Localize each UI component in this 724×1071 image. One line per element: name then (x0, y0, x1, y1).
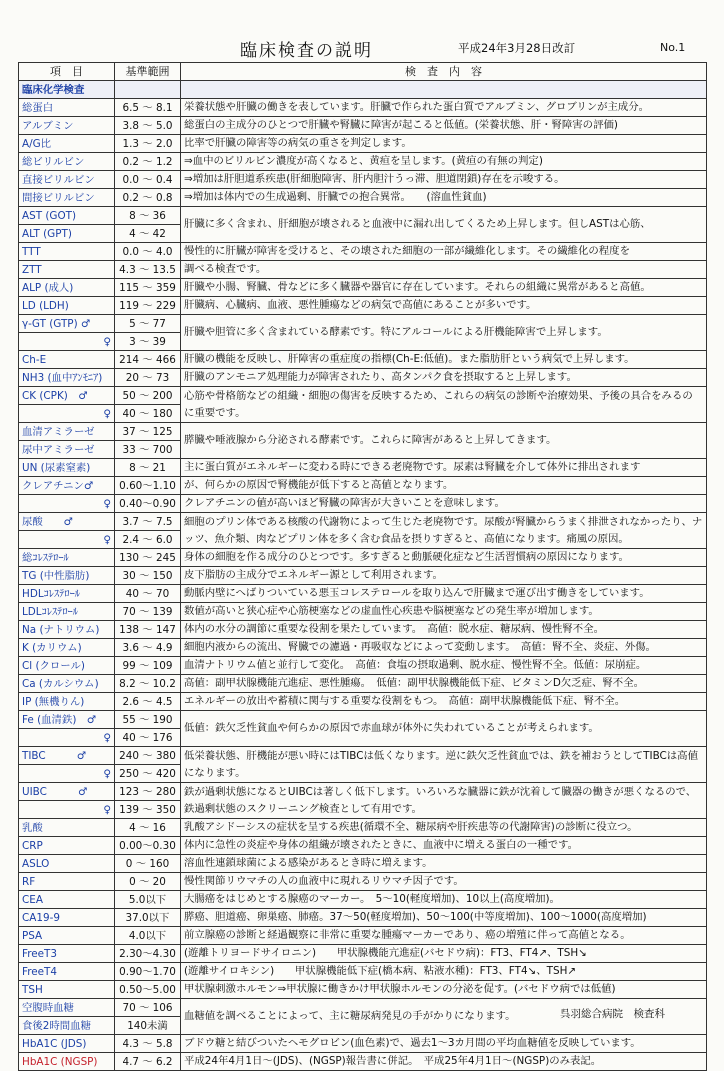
reference-range: 0.0 ～ 0.4 (115, 171, 181, 189)
table-row (19, 279, 707, 297)
test-description: 血糖値を調べることによって、主に糖尿病発見の手がかりになります。 (181, 999, 707, 1035)
reference-range: 55 ～ 190 (115, 711, 181, 729)
test-item: PSA (19, 927, 115, 945)
test-description: 肝臓の機能を反映し、肝障害の重症度の指標(Ch-E:低値)。また脂肪肝という病気で上昇します。 (181, 351, 707, 369)
test-item: 総蛋白 (19, 99, 115, 117)
table-row (19, 315, 707, 333)
table-row (19, 567, 707, 585)
test-description: 細胞内液からの流出、腎臓での濾過・再吸収などによって変動します。 高値：腎不全、炎症、外傷。 (181, 639, 707, 657)
table-row (19, 657, 707, 675)
test-description: 血清ナトリウム値と並行して変化。 高値：食塩の摂取過剰、脱水症、慢性腎不全。低値：尿崩症。 (181, 657, 707, 675)
test-description: 肝臓のアンモニア処理能力が障害されたり、高タンパク食を摂取すると上昇します。 (181, 369, 707, 387)
test-item: クレアチニン♂ (19, 477, 115, 495)
test-item: 尿酸 ♂ (19, 513, 115, 531)
test-item: TSH (19, 981, 115, 999)
table-row (19, 711, 707, 729)
reference-range: 4.7 ～ 6.2 (115, 1053, 181, 1071)
table-row (19, 891, 707, 909)
section-title: 臨床化学検査 (19, 81, 115, 99)
revision-date: 平成24年3月28日改訂 (458, 41, 576, 55)
table-row (19, 747, 707, 765)
test-item: Fe (血清鉄) ♂ (19, 711, 115, 729)
page-title: 臨床検査の説明 (240, 41, 373, 61)
test-item: Cl (クロール) (19, 657, 115, 675)
test-description: ブドウ糖と結びついたヘモグロビン(血色素)で、過去1～3カ月間の平均血糖値を反映しています。 (181, 1035, 707, 1053)
test-item: 食後2時間血糖 (19, 1017, 115, 1035)
table-row (19, 585, 707, 603)
reference-range: 1.3 ～ 2.0 (115, 135, 181, 153)
test-item: FreeT4 (19, 963, 115, 981)
test-description: ⇒血中のビリルビン濃度が高くなると、黄疸を呈します。(黄疸の有無の判定) (181, 153, 707, 171)
test-description: 皮下脂肪の主成分でエネルギー源として利用されます。 (181, 567, 707, 585)
test-item: CA19-9 (19, 909, 115, 927)
reference-range: 0.2 ～ 1.2 (115, 153, 181, 171)
test-description: 高値：副甲状腺機能亢進症、悪性腫瘍。 低値：副甲状腺機能低下症、ビタミンD欠乏症、腎不全。 (181, 675, 707, 693)
test-description: 調べる検査です。 (181, 261, 707, 279)
reference-range: 0 ～ 160 (115, 855, 181, 873)
test-item: γ-GT (GTP) ♂ (19, 315, 115, 333)
test-description: 身体の細胞を作る成分のひとつです。多すぎると動脈硬化症など生活習慣病の原因になります。 (181, 549, 707, 567)
reference-range: 6.5 ～ 8.1 (115, 99, 181, 117)
reference-range: 40 ～ 70 (115, 585, 181, 603)
test-item: RF (19, 873, 115, 891)
table-row (19, 297, 707, 315)
reference-range: 0.60～1.10 (115, 477, 181, 495)
table-row (19, 1053, 707, 1071)
table-row (19, 945, 707, 963)
test-description: 肝臓病、心臓病、血液、悪性腫瘍などの病気で高値にあることが多いです。 (181, 297, 707, 315)
table-row (19, 693, 707, 711)
table-row (19, 513, 707, 531)
reference-range: 123 ～ 280 (115, 783, 181, 801)
test-description: 細胞のプリン体である核酸の代謝物によって生じた老廃物です。尿酸が腎臓からうまく排泄されなかったり、ナッツ、魚介類、肉などプリン体を多く含む食品を摂りすぎると、高値になります。痛風の原因。 (181, 513, 707, 549)
footer-hospital: 呉羽総合病院 検査科 (560, 1008, 665, 1020)
test-item: 尿中アミラーゼ (19, 441, 115, 459)
test-item: ASLO (19, 855, 115, 873)
reference-range: 139 ～ 350 (115, 801, 181, 819)
test-item: UN (尿素窒素) (19, 459, 115, 477)
test-item: TIBC ♂ (19, 747, 115, 765)
table-row (19, 549, 707, 567)
test-description: 平成24年4月1日～(JDS)、(NGSP)報告書に併記。 平成25年4月1日～(NGSP)のみ表記。 (181, 1053, 707, 1071)
test-description: 甲状腺刺激ホルモン⇒甲状腺に働きかけ甲状腺ホルモンの分泌を促す。(バセドウ病では低値) (181, 981, 707, 999)
test-item: HbA1C (JDS) (19, 1035, 115, 1053)
reference-range: 119 ～ 229 (115, 297, 181, 315)
test-description: 栄養状態や肝臓の働きを表しています。肝臓で作られた蛋白質でアルブミン、グロブリンが主成分。 (181, 99, 707, 117)
table-row (19, 477, 707, 495)
test-item: ALP (成人) (19, 279, 115, 297)
test-item: HbA1C (NGSP) (19, 1053, 115, 1071)
test-item: IP (無機りん) (19, 693, 115, 711)
test-item: UIBC ♂ (19, 783, 115, 801)
test-item: K (カリウム) (19, 639, 115, 657)
table-row (19, 909, 707, 927)
test-item: ♀ (19, 801, 115, 819)
test-item: 直接ビリルビン (19, 171, 115, 189)
test-item: A/G比 (19, 135, 115, 153)
test-item: CK (CPK) ♂ (19, 387, 115, 405)
test-description: 動脈内壁にへばりついている悪玉コレステロールを取り込んで肝臓まで運び出す働きをしています。 (181, 585, 707, 603)
table-body (19, 81, 707, 1071)
reference-range: 138 ～ 147 (115, 621, 181, 639)
table-row (19, 981, 707, 999)
table-row (19, 621, 707, 639)
test-description: 鉄が過剰状態になるとUIBCは著しく低下します。いろいろな臓器に鉄が沈着して臓器の働きが悪くなるので、鉄過剰状態のスクリーニング検査として有用です。 (181, 783, 707, 819)
test-description: 溶血性連鎖球菌による感染があるとき時に増えます。 (181, 855, 707, 873)
column-header-desc: 検 査 内 容 (181, 63, 707, 81)
test-item: 総ｺﾚｽﾃﾛｰﾙ (19, 549, 115, 567)
reference-range: 0.50～5.00 (115, 981, 181, 999)
reference-range: 2.30～4.30 (115, 945, 181, 963)
reference-range: 5.0以下 (115, 891, 181, 909)
table-row (19, 639, 707, 657)
table-row (19, 963, 707, 981)
test-description: 前立腺癌の診断と経過観察に非常に重要な腫瘍マーカーであり、癌の増殖に伴って高値となる。 (181, 927, 707, 945)
table-row (19, 603, 707, 621)
table-row (19, 351, 707, 369)
column-header-item: 項 目 (19, 63, 115, 81)
reference-range: 37.0以下 (115, 909, 181, 927)
test-item: AST (GOT) (19, 207, 115, 225)
lab-test-table (18, 62, 707, 1071)
reference-range: 214 ～ 466 (115, 351, 181, 369)
table-row (19, 855, 707, 873)
test-item: FreeT3 (19, 945, 115, 963)
reference-range: 0.90～1.70 (115, 963, 181, 981)
reference-range: 4.3 ～ 13.5 (115, 261, 181, 279)
page-header (0, 36, 724, 60)
section-row (19, 81, 707, 99)
reference-range: 130 ～ 245 (115, 549, 181, 567)
test-item: TG (中性脂肪) (19, 567, 115, 585)
table-row (19, 837, 707, 855)
table-row (19, 261, 707, 279)
test-item: 空腹時血糖 (19, 999, 115, 1017)
test-description: 慢性的に肝臓が障害を受けると、その壊された細胞の一部が繊維化します。その繊維化の程度を (181, 243, 707, 261)
test-description: 体内の水分の調節に重要な役割を果たしています。 高値：脱水症、糖尿病、慢性腎不全。 (181, 621, 707, 639)
table-row (19, 819, 707, 837)
reference-range: 8 ～ 21 (115, 459, 181, 477)
reference-range: 40 ～ 180 (115, 405, 181, 423)
test-description: 低栄養状態、肝機能が悪い時にはTIBCは低くなります。逆に鉄欠乏性貧血では、鉄を補おうとしてTIBCは高値になります。 (181, 747, 707, 783)
reference-range: 4 ～ 16 (115, 819, 181, 837)
test-description: 心筋や骨格筋などの組織・細胞の傷害を反映するため、これらの病気の診断や治療効果、予後の具合をみるのに重要です。 (181, 387, 707, 423)
test-item: ♀ (19, 729, 115, 747)
test-description: エネルギーの放出や蓄積に関与する重要な役割をもつ。 高値：副甲状腺機能低下症、腎不全。 (181, 693, 707, 711)
test-item: 乳酸 (19, 819, 115, 837)
test-item: CEA (19, 891, 115, 909)
reference-range: 2.4 ～ 6.0 (115, 531, 181, 549)
table-row (19, 495, 707, 513)
table-header-row (19, 63, 707, 81)
table-row (19, 369, 707, 387)
test-item: ♀ (19, 765, 115, 783)
reference-range: 33 ～ 700 (115, 441, 181, 459)
test-description: が、何らかの原因で腎機能が低下すると高値となります。 (181, 477, 707, 495)
reference-range: 4.0以下 (115, 927, 181, 945)
test-item: NH3 (血中ｱﾝﾓﾆｱ) (19, 369, 115, 387)
test-description: ⇒増加は肝胆道系疾患(肝細胞障害、肝内胆汁うっ滞、胆道閉鎖)存在を示唆する。 (181, 171, 707, 189)
table-row (19, 783, 707, 801)
reference-range: 37 ～ 125 (115, 423, 181, 441)
reference-range: 50 ～ 200 (115, 387, 181, 405)
reference-range: 3.8 ～ 5.0 (115, 117, 181, 135)
test-item: HDLｺﾚｽﾃﾛｰﾙ (19, 585, 115, 603)
test-description: クレアチニンの値が高いほど腎臓の障害が大きいことを意味します。 (181, 495, 707, 513)
table-row (19, 135, 707, 153)
reference-range: 5 ～ 77 (115, 315, 181, 333)
reference-range: 30 ～ 150 (115, 567, 181, 585)
reference-range: 20 ～ 73 (115, 369, 181, 387)
table-row (19, 675, 707, 693)
reference-range: 0 ～ 20 (115, 873, 181, 891)
reference-range: 240 ～ 380 (115, 747, 181, 765)
test-description: 肝臓に多く含まれ、肝細胞が壊されると血液中に漏れ出してくるため上昇します。但しASTは心筋、 (181, 207, 707, 243)
reference-range: 115 ～ 359 (115, 279, 181, 297)
column-header-range: 基準範囲 (115, 63, 181, 81)
test-item: ♀ (19, 531, 115, 549)
test-description: 肝臓や胆管に多く含まれている酵素です。特にアルコールによる肝機能障害で上昇します。 (181, 315, 707, 351)
test-item: LDLｺﾚｽﾃﾛｰﾙ (19, 603, 115, 621)
test-item: 総ビリルビン (19, 153, 115, 171)
table-row (19, 99, 707, 117)
reference-range: 40 ～ 176 (115, 729, 181, 747)
table-row (19, 873, 707, 891)
reference-range: 2.6 ～ 4.5 (115, 693, 181, 711)
table-row (19, 423, 707, 441)
reference-range: 0.00～0.30 (115, 837, 181, 855)
test-description: 数値が高いと狭心症や心筋梗塞などの虚血性心疾患や脳梗塞などの発生率が増加します。 (181, 603, 707, 621)
test-description: ⇒増加は体内での生成過剰、肝臓での抱合異常。 (溶血性貧血) (181, 189, 707, 207)
table-row (19, 189, 707, 207)
table-row (19, 387, 707, 405)
test-description: 肝臓や小腸、腎臓、骨などに多く臓器や器官に存在しています。それらの組織に異常があると高値。 (181, 279, 707, 297)
test-item: LD (LDH) (19, 297, 115, 315)
reference-range: 3.6 ～ 4.9 (115, 639, 181, 657)
test-description: (遊離トリヨードサイロニン) 甲状腺機能亢進症(バセドウ病)：FT3、FT4↗、TSH↘ (181, 945, 707, 963)
test-item: ♀ (19, 405, 115, 423)
table-row (19, 171, 707, 189)
test-item: ♀ (19, 333, 115, 351)
test-item: ♀ (19, 495, 115, 513)
reference-range: 140未満 (115, 1017, 181, 1035)
test-description: 体内に急性の炎症や身体の組織が壊されたときに、血液中に増える蛋白の一種です。 (181, 837, 707, 855)
test-item: ZTT (19, 261, 115, 279)
test-description: 低値：鉄欠乏性貧血や何らかの原因で赤血球が体外に失われていることが考えられます。 (181, 711, 707, 747)
test-item: Ch-E (19, 351, 115, 369)
reference-range: 4 ～ 42 (115, 225, 181, 243)
page-number: No.1 (660, 41, 686, 54)
table-row (19, 927, 707, 945)
test-description: 慢性関節リウマチの人の血液中に現れるリウマチ因子です。 (181, 873, 707, 891)
test-description: 乳酸アシドーシスの症状を呈する疾患(循環不全、糖尿病や肝疾患等の代謝障害)の診断に役立つ。 (181, 819, 707, 837)
test-description: 総蛋白の主成分のひとつで肝臓や腎臓に障害が起こると低値。(栄養状態、肝・腎障害の評価) (181, 117, 707, 135)
test-description: 大腸癌をはじめとする腺癌のマーカー。 5～10(軽度増加)、10以上(高度増加)。 (181, 891, 707, 909)
test-item: CRP (19, 837, 115, 855)
table-row (19, 1035, 707, 1053)
test-description: 主に蛋白質がエネルギーに変わる時にできる老廃物です。尿素は腎臓を介して体外に排出されます (181, 459, 707, 477)
reference-range: 8 ～ 36 (115, 207, 181, 225)
reference-range: 8.2 ～ 10.2 (115, 675, 181, 693)
reference-range: 3 ～ 39 (115, 333, 181, 351)
test-item: 血清アミラーゼ (19, 423, 115, 441)
reference-range: 0.2 ～ 0.8 (115, 189, 181, 207)
table-row (19, 117, 707, 135)
reference-range: 70 ～ 106 (115, 999, 181, 1017)
test-item: Na (ナトリウム) (19, 621, 115, 639)
table-row (19, 153, 707, 171)
test-item: アルブミン (19, 117, 115, 135)
reference-range: 0.0 ～ 4.0 (115, 243, 181, 261)
test-description: 膵癌、胆道癌、卵巣癌、肺癌。37～50(軽度増加)、50～100(中等度増加)、100～1000(高度増加) (181, 909, 707, 927)
test-item: ALT (GPT) (19, 225, 115, 243)
table-row (19, 207, 707, 225)
test-description: 比率で肝臓の障害等の病気の重さを判定します。 (181, 135, 707, 153)
reference-range: 0.40～0.90 (115, 495, 181, 513)
table-row (19, 243, 707, 261)
reference-range: 3.7 ～ 7.5 (115, 513, 181, 531)
reference-range: 70 ～ 139 (115, 603, 181, 621)
reference-range: 250 ～ 420 (115, 765, 181, 783)
table-row (19, 459, 707, 477)
reference-range: 4.3 ～ 5.8 (115, 1035, 181, 1053)
test-item: Ca (カルシウム) (19, 675, 115, 693)
reference-range: 99 ～ 109 (115, 657, 181, 675)
test-description: 膵臓や唾液腺から分泌される酵素です。これらに障害があると上昇してきます。 (181, 423, 707, 459)
test-description: (遊離サイロキシン) 甲状腺機能低下症(橋本病、粘液水種)：FT3、FT4↘、TSH↗ (181, 963, 707, 981)
test-item: 間接ビリルビン (19, 189, 115, 207)
test-item: TTT (19, 243, 115, 261)
